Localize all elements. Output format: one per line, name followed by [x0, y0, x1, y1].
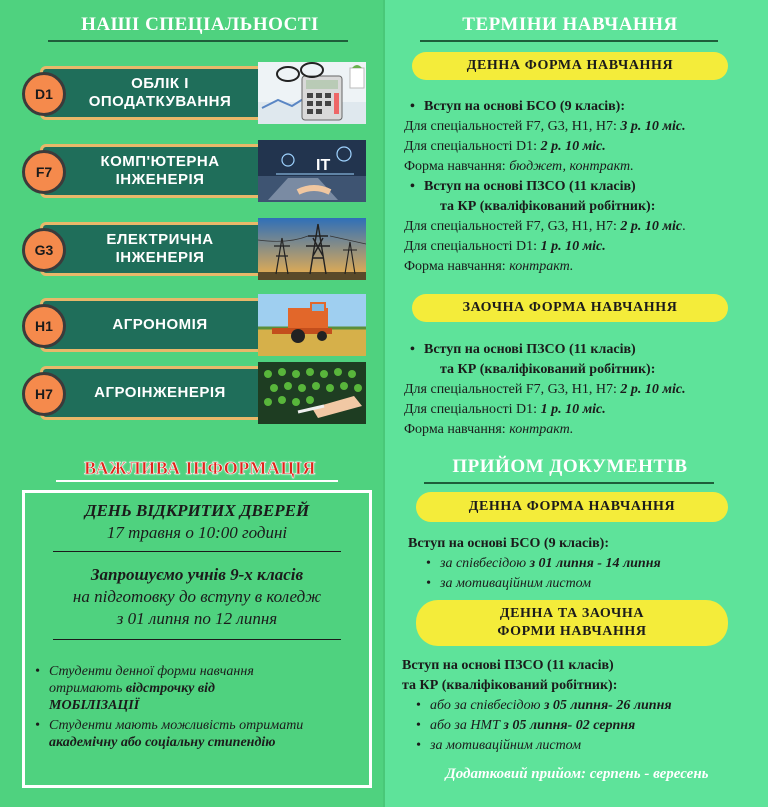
admission-bso-item-2: • за мотиваційним листом	[440, 574, 591, 594]
admission-daytime-pill: ДЕННА ФОРМА НАВЧАННЯ	[416, 492, 728, 522]
specialty-d1[interactable]	[22, 62, 368, 124]
power-towers-photo	[258, 218, 366, 280]
corr-pzso-heading-2: та КР (кваліфікований робітник):	[440, 362, 656, 377]
specialty-name-bar	[40, 298, 280, 352]
admission-title: ПРИЙОМ ДОКУМЕНТІВ	[452, 456, 688, 477]
important-info-title: ВАЖЛИВА ІНФОРМАЦІЯ	[84, 458, 316, 478]
daytime-pzso-heading-2: та КР (кваліфікований робітник):	[440, 199, 656, 214]
specialty-name-bar	[40, 366, 280, 420]
it-label: IT	[316, 157, 331, 174]
specialties-title: НАШІ СПЕЦІАЛЬНОСТІ	[81, 14, 319, 35]
specialty-h7[interactable]	[22, 362, 368, 424]
specialty-name-line2: ІНЖЕНЕРІЯ	[115, 249, 205, 266]
specialty-name-bar	[40, 144, 280, 198]
both-forms-line-1: ДЕННА ТА ЗАОЧНА	[499, 606, 645, 621]
deferment-line-3: МОБІЛІЗАЦІЇ	[49, 698, 140, 713]
deferment-line-2b: відстрочку від	[125, 681, 215, 696]
info-separator	[53, 551, 341, 552]
seedlings-photo	[258, 362, 366, 424]
admission-pzso-heading-1: Вступ на основі ПЗСО (11 класів)	[402, 658, 614, 673]
specialty-g3[interactable]	[22, 218, 368, 280]
specialty-f7[interactable]	[22, 140, 368, 202]
specialty-name-line1: ЕЛЕКТРИЧНА	[106, 231, 214, 248]
scholarship-bullet	[49, 717, 303, 751]
invite-line-2: на підготовку до вступу в коледж	[72, 587, 322, 606]
calculator-glasses-photo	[258, 62, 366, 124]
invite-line-3: з 01 липня по 12 липня	[116, 609, 278, 628]
specialty-name-bar	[40, 222, 280, 276]
specialty-code-badge: G3	[22, 228, 66, 272]
admission-bso-heading: Вступ на основі БСО (9 класів):	[408, 536, 609, 551]
admission-pzso-item-3: • за мотиваційним листом	[430, 736, 581, 756]
terms-title-underline	[420, 40, 718, 42]
specialty-name-line2: ІНЖЕНЕРІЯ	[115, 171, 205, 188]
admission-pzso-item-1: • або за співбесідою з 05 липня- 26 липня	[430, 696, 672, 716]
both-forms-line-2: ФОРМИ НАВЧАННЯ	[497, 624, 647, 639]
admission-bso-item-1: • за співбесідою з 01 липня - 14 липня	[440, 554, 661, 574]
laptop-it-photo	[258, 140, 366, 202]
open-day-heading: ДЕНЬ ВІДКРИТИХ ДВЕРЕЙ	[84, 501, 310, 520]
corr-line-2: Для спеціальності D1: 1 р. 10 міс.	[404, 402, 606, 417]
daytime-pzso-heading-1: • Вступ на основі ПЗСО (11 класів)	[424, 177, 636, 197]
daytime-bso-line-3: Форма навчання: бюджет, контракт.	[404, 159, 634, 174]
daytime-bso-heading: • Вступ на основі БСО (9 класів):	[424, 97, 625, 117]
daytime-pzso-line-2: Для спеціальності D1: 1 р. 10 міс.	[404, 239, 606, 254]
specialty-code-badge: H7	[22, 372, 66, 416]
daytime-form-pill: ДЕННА ФОРМА НАВЧАННЯ	[412, 52, 728, 80]
specialties-title-underline	[48, 40, 348, 42]
admission-pzso-heading-2: та КР (кваліфікований робітник):	[402, 678, 618, 693]
terms-title: ТЕРМІНИ НАВЧАННЯ	[462, 14, 678, 35]
specialty-code-badge: F7	[22, 150, 66, 194]
column-divider	[383, 0, 385, 807]
scholarship-line-1: Студенти мають можливість отримати	[49, 718, 304, 733]
daytime-pzso-line-1: Для спеціальностей F7, G3, H1, H7: 2 р. 10 міс.	[404, 219, 686, 234]
specialty-code-badge: H1	[22, 304, 66, 348]
deferment-line-1: Студенти денної форми навчання	[49, 664, 254, 679]
corr-pzso-heading-1: • Вступ на основі ПЗСО (11 класів)	[424, 340, 636, 360]
specialty-name-line2: ОПОДАТКУВАННЯ	[88, 93, 232, 110]
admission-pzso-item-2: • або за НМТ з 05 липня- 02 серпня	[430, 716, 635, 736]
specialty-name-bar	[40, 66, 280, 120]
info-separator	[53, 639, 341, 640]
additional-admission: Додатковий прийом: серпень - вересень	[445, 766, 709, 782]
daytime-pzso-line-3: Форма навчання: контракт.	[404, 259, 574, 274]
specialty-name-line1: АГРОІНЖЕНЕРІЯ	[94, 384, 226, 401]
scholarship-line-2: академічну або соціальну стипендію	[49, 735, 276, 750]
admission-both-forms-pill	[416, 600, 728, 646]
specialty-h1[interactable]	[22, 294, 368, 356]
important-info-box	[22, 490, 372, 788]
open-day-date: 17 травня о 10:00 годині	[106, 523, 288, 542]
daytime-bso-line-1: Для спеціальностей F7, G3, H1, H7: 3 р. 10 міс.	[404, 119, 686, 134]
corr-line-3: Форма навчання: контракт.	[404, 422, 574, 437]
deferment-line-2a: отримають	[49, 681, 126, 696]
important-info-underline	[56, 480, 338, 482]
correspondence-form-pill: ЗАОЧНА ФОРМА НАВЧАННЯ	[412, 294, 728, 322]
admission-title-underline	[424, 482, 714, 484]
combine-harvester-photo	[258, 294, 366, 356]
daytime-bso-line-2: Для спеціальності D1: 2 р. 10 міс.	[404, 139, 606, 154]
specialty-code-badge: D1	[22, 72, 66, 116]
corr-line-1: Для спеціальностей F7, G3, H1, H7: 2 р. 10 міс.	[404, 382, 686, 397]
deferment-bullet	[49, 663, 254, 714]
invite-heading: Запрошуємо учнів 9-х класів	[90, 565, 304, 584]
specialty-name-line1: АГРОНОМІЯ	[112, 316, 208, 333]
specialty-name-line1: ОБЛІК І	[131, 75, 189, 92]
specialty-name-line1: КОМП'ЮТЕРНА	[100, 153, 220, 170]
